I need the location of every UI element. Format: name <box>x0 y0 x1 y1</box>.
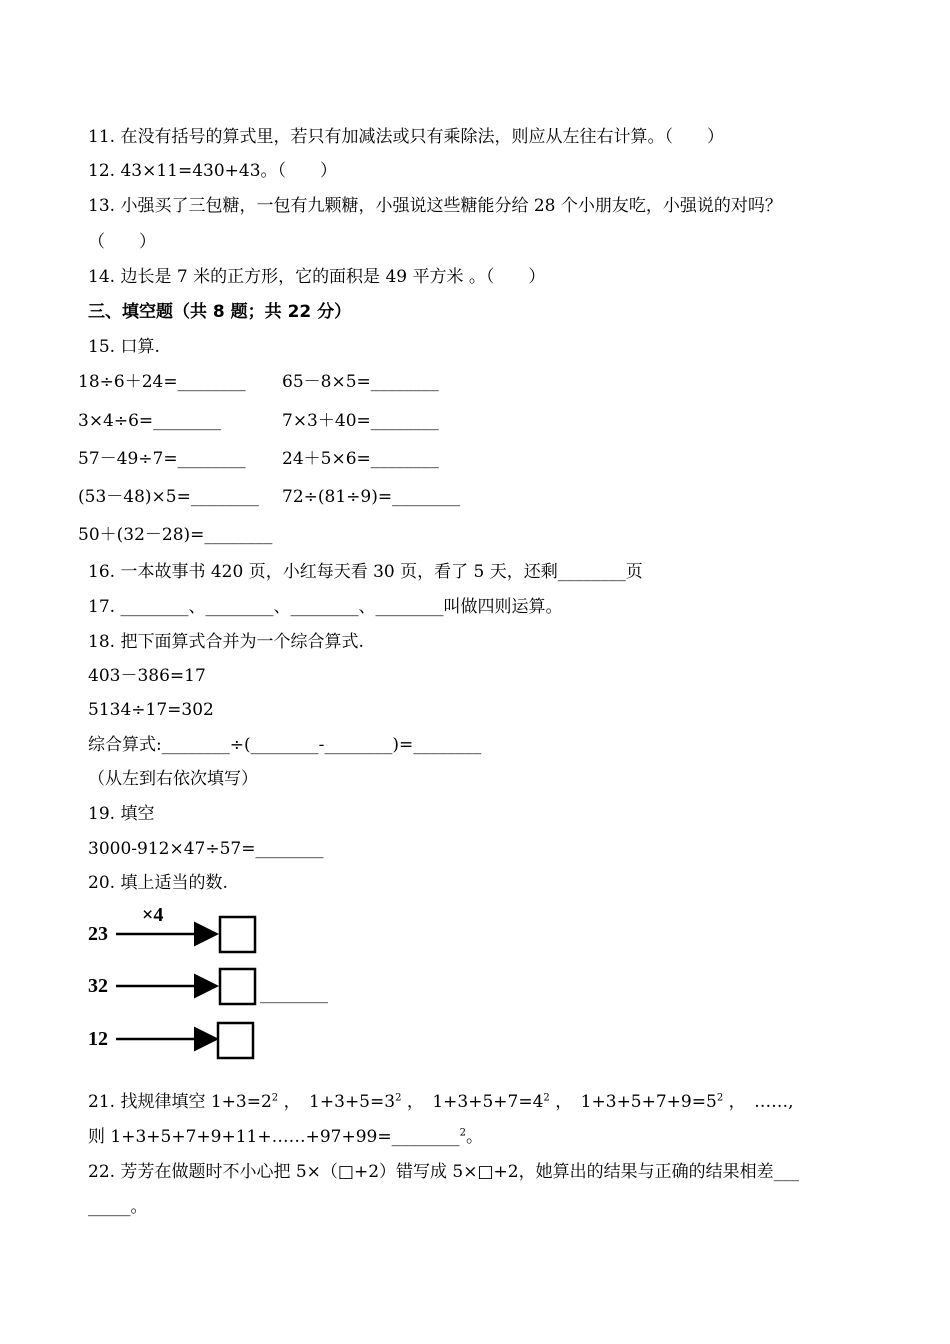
question-21-line1: 21. 找规律填空 $1+3=2^2$ ， $1+3+5=3^2$ ， $1+3+5+7=4^2$ ， $1+3+5+7+9=5^2$ ， ……, <box>88 1092 794 1112</box>
calc-item: 72÷(81÷9)=________ <box>282 487 461 507</box>
question-13-line1: 13. 小强买了三包糖，一包有九颗糖，小强说这些糖能分给 28 个小朋友吃，小强说的对吗？ <box>88 196 782 216</box>
question-22-line2: _____。 <box>88 1197 148 1217</box>
question-20: 20. 填上适当的数. <box>88 873 228 893</box>
calc-item: (53－48)×5=________ <box>78 487 259 507</box>
question-13-line2: （ ） <box>88 232 156 252</box>
number-32: 32 <box>88 975 108 997</box>
answer-blank: ________ <box>260 984 328 1004</box>
calc-item: 57－49÷7=________ <box>78 449 246 469</box>
question-18-note: （从左到右依次填写） <box>88 769 258 789</box>
question-18: 18. 把下面算式合并为一个综合算式. <box>88 632 364 652</box>
question-19-eq: 3000-912×47÷57=________ <box>88 839 324 859</box>
calc-item: 50＋(32－28)=________ <box>78 525 273 545</box>
section-heading: 三、填空题（共 8 题；共 22 分） <box>88 302 352 322</box>
calc-item: 24＋5×6=________ <box>282 449 439 469</box>
calc-item: 18÷6＋24=________ <box>78 372 246 392</box>
calc-item: 65－8×5=________ <box>282 372 439 392</box>
question-14: 14. 边长是 7 米的正方形，它的面积是 49 平方米 。（ ） <box>88 267 546 287</box>
question-18-eq2: 5134÷17=302 <box>88 700 214 720</box>
question-21-line2: 则 1+3+5+7+9+11+……+97+99=________$^2$。 <box>88 1127 483 1147</box>
question-18-composite: 综合算式:________÷(________-________)=________ <box>88 735 482 755</box>
question-19: 19. 填空 <box>88 804 155 824</box>
question-15: 15. 口算. <box>88 337 160 357</box>
multiplier-label: ×4 <box>142 904 164 926</box>
number-12: 12 <box>88 1028 108 1050</box>
answer-box-2 <box>220 969 255 1004</box>
question-18-eq1: 403－386=17 <box>88 666 206 686</box>
question-11: 11. 在没有括号的算式里，若只有加减法或只有乘除法，则应从左往右计算。（ ） <box>88 127 724 147</box>
calc-item: 7×3＋40=________ <box>282 411 439 431</box>
answer-box-1 <box>220 917 255 952</box>
number-23: 23 <box>88 923 108 945</box>
question-12: 12. 43×11=430+43。（ ） <box>88 161 338 181</box>
calc-item: 3×4÷6=________ <box>78 411 222 431</box>
question-16: 16. 一本故事书 420 页，小红每天看 30 页，看了 5 天，还剩________页 <box>88 562 643 582</box>
answer-box-3 <box>218 1023 253 1058</box>
question-17: 17. ________、________、________、________叫做四则运算。 <box>88 597 563 617</box>
question-22-line1: 22. 芳芳在做题时不小心把 5×（□+2）错写成 5×□+2，她算出的结果与正确的结果相差___ <box>88 1162 800 1182</box>
